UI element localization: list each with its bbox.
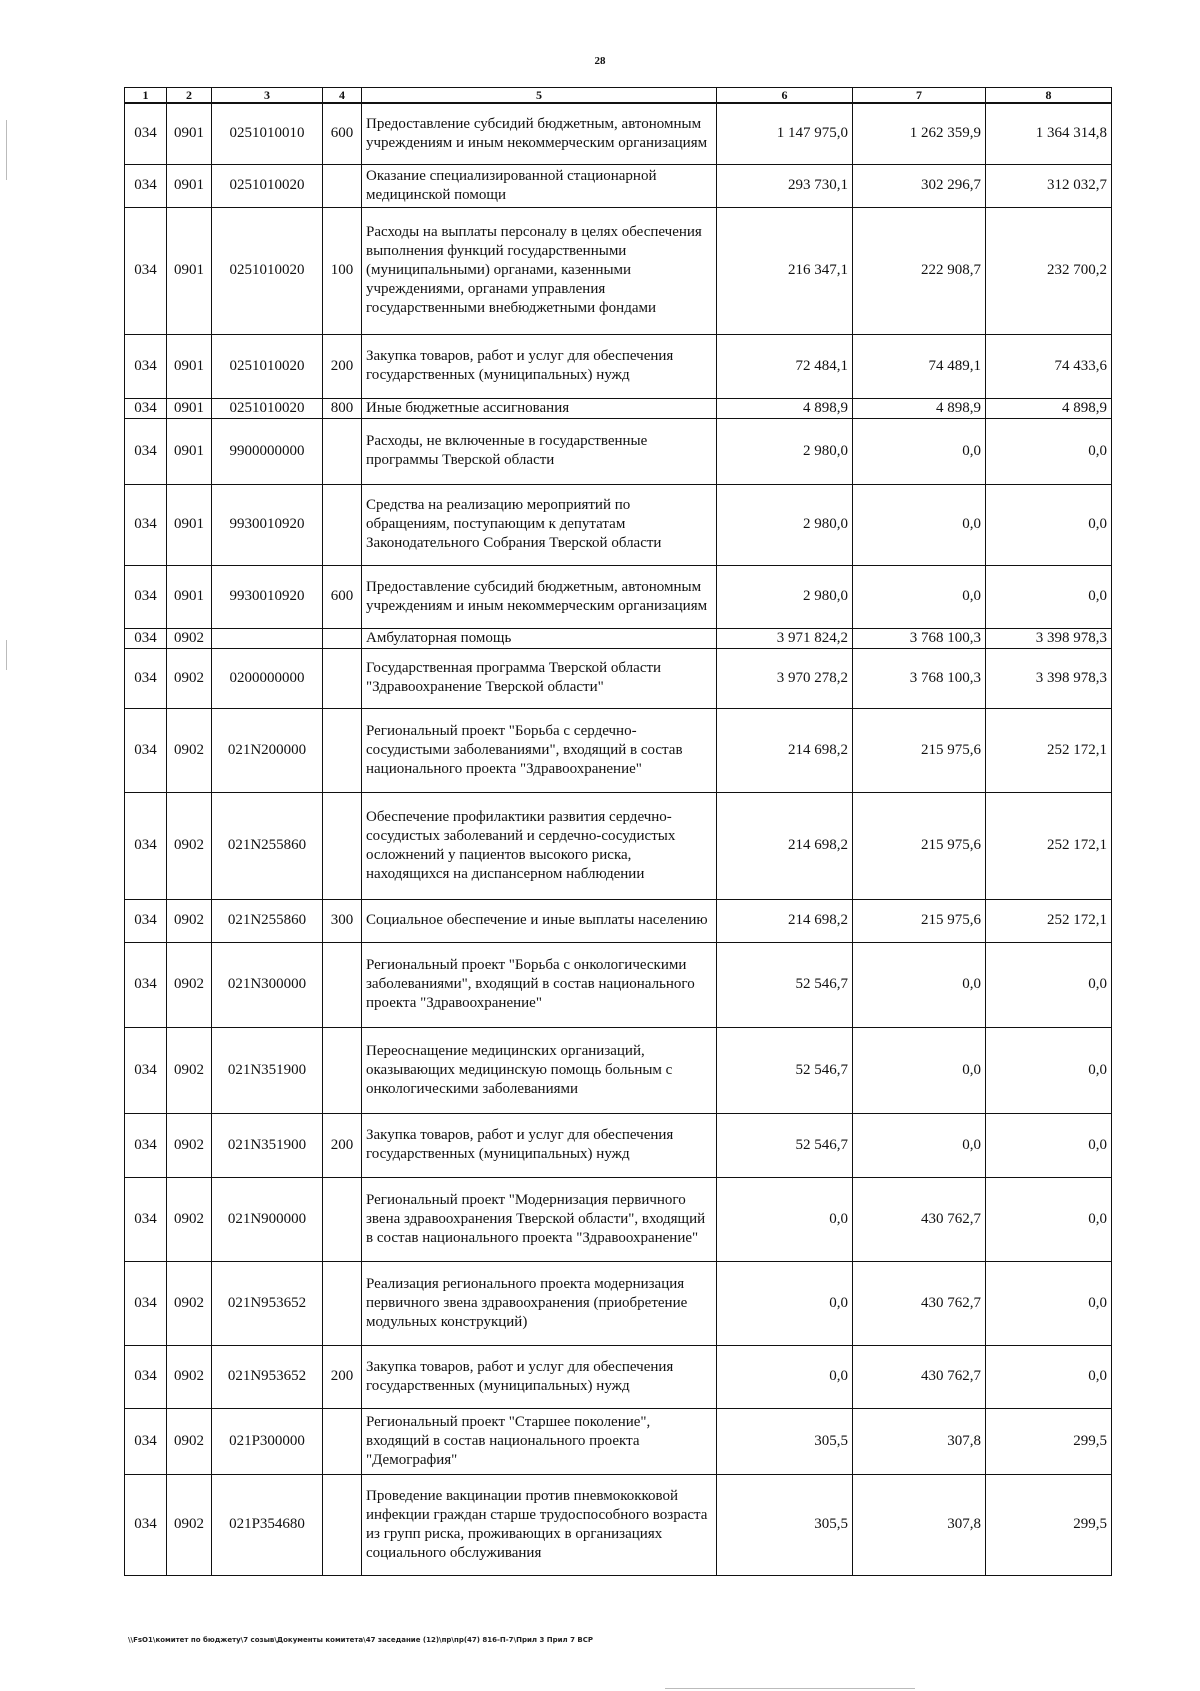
cell-description: Государственная программа Тверской области "Здравоохранение Тверской области" xyxy=(362,648,717,708)
cell-target-code: 0251010020 xyxy=(212,398,323,418)
cell-amount-col6: 214 698,2 xyxy=(717,899,853,942)
cell-ministry-code: 034 xyxy=(125,1027,167,1113)
cell-section-code: 0902 xyxy=(167,1027,212,1113)
table-row xyxy=(125,418,1112,484)
cell-amount-col7: 430 762,7 xyxy=(853,1345,986,1408)
cell-target-code: 021P300000 xyxy=(212,1408,323,1474)
table-row xyxy=(125,792,1112,899)
column-header: 8 xyxy=(986,88,1112,104)
table-row xyxy=(125,207,1112,334)
cell-ministry-code: 034 xyxy=(125,565,167,628)
table-row xyxy=(125,1345,1112,1408)
cell-amount-col6: 3 971 824,2 xyxy=(717,628,853,648)
document-file-path: \\FsO1\комитет по бюджету\7 созыв\Документы комитета\47 заседание (12)\пр\пр(47) 816-П-7\Прил 3 Прил 7 ВСР xyxy=(128,1636,594,1644)
cell-section-code: 0901 xyxy=(167,334,212,398)
cell-target-code: 0200000000 xyxy=(212,648,323,708)
cell-ministry-code: 034 xyxy=(125,484,167,565)
table-row xyxy=(125,334,1112,398)
table-row xyxy=(125,1027,1112,1113)
cell-amount-col6: 305,5 xyxy=(717,1474,853,1575)
cell-amount-col6: 293 730,1 xyxy=(717,164,853,207)
cell-amount-col8: 0,0 xyxy=(986,484,1112,565)
cell-amount-col8: 1 364 314,8 xyxy=(986,103,1112,164)
cell-section-code: 0902 xyxy=(167,1113,212,1177)
cell-amount-col8: 0,0 xyxy=(986,1345,1112,1408)
cell-ministry-code: 034 xyxy=(125,398,167,418)
cell-target-code: 0251010020 xyxy=(212,164,323,207)
cell-target-code: 021N255860 xyxy=(212,899,323,942)
cell-ministry-code: 034 xyxy=(125,648,167,708)
cell-ministry-code: 034 xyxy=(125,899,167,942)
cell-target-code: 9900000000 xyxy=(212,418,323,484)
cell-section-code: 0902 xyxy=(167,628,212,648)
cell-expense-type xyxy=(323,628,362,648)
cell-amount-col7: 0,0 xyxy=(853,565,986,628)
cell-description: Предоставление субсидий бюджетным, автономным учреждениям и иным некоммерческим организациям xyxy=(362,565,717,628)
cell-amount-col8: 0,0 xyxy=(986,1113,1112,1177)
table-row xyxy=(125,1408,1112,1474)
cell-expense-type: 300 xyxy=(323,899,362,942)
cell-description: Оказание специализированной стационарной медицинской помощи xyxy=(362,164,717,207)
cell-ministry-code: 034 xyxy=(125,792,167,899)
column-header: 6 xyxy=(717,88,853,104)
cell-amount-col6: 216 347,1 xyxy=(717,207,853,334)
cell-ministry-code: 034 xyxy=(125,418,167,484)
cell-expense-type xyxy=(323,418,362,484)
cell-description: Проведение вакцинации против пневмококковой инфекции граждан старше трудоспособного возраста из групп риска, проживающих в организациях социального обслуживания xyxy=(362,1474,717,1575)
cell-amount-col6: 0,0 xyxy=(717,1177,853,1261)
cell-amount-col8: 252 172,1 xyxy=(986,792,1112,899)
cell-expense-type xyxy=(323,942,362,1027)
cell-description: Реализация регионального проекта модернизация первичного звена здравоохранения (приобретение модульных конструкций) xyxy=(362,1261,717,1345)
cell-ministry-code: 034 xyxy=(125,334,167,398)
footer-divider xyxy=(665,1688,915,1689)
cell-expense-type: 800 xyxy=(323,398,362,418)
table-row xyxy=(125,942,1112,1027)
cell-ministry-code: 034 xyxy=(125,942,167,1027)
cell-amount-col6: 1 147 975,0 xyxy=(717,103,853,164)
cell-section-code: 0902 xyxy=(167,899,212,942)
cell-ministry-code: 034 xyxy=(125,207,167,334)
cell-amount-col7: 74 489,1 xyxy=(853,334,986,398)
cell-expense-type xyxy=(323,1177,362,1261)
cell-description: Расходы, не включенные в государственные программы Тверской области xyxy=(362,418,717,484)
cell-target-code: 0251010020 xyxy=(212,334,323,398)
cell-amount-col8: 3 398 978,3 xyxy=(986,648,1112,708)
cell-amount-col6: 52 546,7 xyxy=(717,1027,853,1113)
cell-target-code: 9930010920 xyxy=(212,565,323,628)
table-row xyxy=(125,398,1112,418)
cell-amount-col7: 4 898,9 xyxy=(853,398,986,418)
table-row xyxy=(125,1177,1112,1261)
cell-amount-col8: 312 032,7 xyxy=(986,164,1112,207)
cell-amount-col7: 0,0 xyxy=(853,1027,986,1113)
cell-amount-col7: 222 908,7 xyxy=(853,207,986,334)
cell-section-code: 0902 xyxy=(167,708,212,792)
cell-target-code: 021P354680 xyxy=(212,1474,323,1575)
cell-amount-col8: 0,0 xyxy=(986,565,1112,628)
cell-amount-col7: 215 975,6 xyxy=(853,708,986,792)
cell-expense-type xyxy=(323,1261,362,1345)
cell-section-code: 0902 xyxy=(167,942,212,1027)
cell-amount-col7: 215 975,6 xyxy=(853,792,986,899)
cell-description: Расходы на выплаты персоналу в целях обеспечения выполнения функций государственными (муниципальными) органами, казенными учреждениями, органами управления государственными внебюджетными фондами xyxy=(362,207,717,334)
cell-target-code: 021N300000 xyxy=(212,942,323,1027)
cell-section-code: 0902 xyxy=(167,1261,212,1345)
cell-section-code: 0901 xyxy=(167,484,212,565)
cell-target-code: 9930010920 xyxy=(212,484,323,565)
cell-ministry-code: 034 xyxy=(125,164,167,207)
cell-amount-col7: 3 768 100,3 xyxy=(853,648,986,708)
cell-amount-col8: 299,5 xyxy=(986,1474,1112,1575)
cell-target-code xyxy=(212,628,323,648)
column-header: 7 xyxy=(853,88,986,104)
cell-description: Региональный проект "Модернизация первичного звена здравоохранения Тверской области", входящий в состав национального проекта "Здравоохранение" xyxy=(362,1177,717,1261)
scan-margin-mark xyxy=(6,120,7,180)
column-header: 1 xyxy=(125,88,167,104)
cell-section-code: 0901 xyxy=(167,418,212,484)
cell-description: Закупка товаров, работ и услуг для обеспечения государственных (муниципальных) нужд xyxy=(362,1345,717,1408)
cell-section-code: 0901 xyxy=(167,565,212,628)
cell-amount-col7: 0,0 xyxy=(853,1113,986,1177)
cell-amount-col8: 0,0 xyxy=(986,418,1112,484)
cell-section-code: 0902 xyxy=(167,792,212,899)
cell-expense-type xyxy=(323,792,362,899)
budget-table xyxy=(124,87,1112,1576)
cell-expense-type xyxy=(323,708,362,792)
table-row xyxy=(125,565,1112,628)
column-header: 5 xyxy=(362,88,717,104)
cell-ministry-code: 034 xyxy=(125,1113,167,1177)
scan-margin-mark xyxy=(6,640,7,670)
cell-amount-col7: 302 296,7 xyxy=(853,164,986,207)
cell-description: Региональный проект "Борьба с сердечно-сосудистыми заболеваниями", входящий в состав национального проекта "Здравоохранение" xyxy=(362,708,717,792)
cell-section-code: 0901 xyxy=(167,398,212,418)
cell-section-code: 0902 xyxy=(167,1408,212,1474)
cell-description: Региональный проект "Борьба с онкологическими заболеваниями", входящий в состав национального проекта "Здравоохранение" xyxy=(362,942,717,1027)
cell-amount-col8: 232 700,2 xyxy=(986,207,1112,334)
cell-description: Амбулаторная помощь xyxy=(362,628,717,648)
cell-amount-col7: 215 975,6 xyxy=(853,899,986,942)
table-row xyxy=(125,648,1112,708)
column-header: 4 xyxy=(323,88,362,104)
cell-description: Переоснащение медицинских организаций, оказывающих медицинскую помощь больным с онкологическими заболеваниями xyxy=(362,1027,717,1113)
cell-amount-col6: 214 698,2 xyxy=(717,708,853,792)
cell-amount-col6: 305,5 xyxy=(717,1408,853,1474)
cell-amount-col6: 2 980,0 xyxy=(717,565,853,628)
cell-description: Средства на реализацию мероприятий по обращениям, поступающим к депутатам Законодательного Собрания Тверской области xyxy=(362,484,717,565)
cell-expense-type: 100 xyxy=(323,207,362,334)
cell-amount-col6: 214 698,2 xyxy=(717,792,853,899)
cell-expense-type: 200 xyxy=(323,1345,362,1408)
cell-amount-col8: 0,0 xyxy=(986,1177,1112,1261)
cell-description: Обеспечение профилактики развития сердечно-сосудистых заболеваний и сердечно-сосудистых осложнений у пациентов высокого риска, находящихся на диспансерном наблюдении xyxy=(362,792,717,899)
table-row xyxy=(125,1113,1112,1177)
cell-section-code: 0901 xyxy=(167,207,212,334)
cell-target-code: 021N953652 xyxy=(212,1261,323,1345)
cell-amount-col6: 4 898,9 xyxy=(717,398,853,418)
cell-amount-col7: 307,8 xyxy=(853,1474,986,1575)
cell-ministry-code: 034 xyxy=(125,708,167,792)
cell-amount-col8: 252 172,1 xyxy=(986,708,1112,792)
cell-amount-col8: 252 172,1 xyxy=(986,899,1112,942)
table-row xyxy=(125,103,1112,164)
cell-expense-type xyxy=(323,1027,362,1113)
cell-expense-type: 200 xyxy=(323,334,362,398)
cell-amount-col8: 0,0 xyxy=(986,1261,1112,1345)
cell-section-code: 0902 xyxy=(167,1177,212,1261)
cell-amount-col8: 299,5 xyxy=(986,1408,1112,1474)
table-row xyxy=(125,899,1112,942)
cell-ministry-code: 034 xyxy=(125,1177,167,1261)
cell-section-code: 0901 xyxy=(167,103,212,164)
table-row xyxy=(125,164,1112,207)
cell-ministry-code: 034 xyxy=(125,1345,167,1408)
table-row xyxy=(125,708,1112,792)
cell-ministry-code: 034 xyxy=(125,103,167,164)
table-row xyxy=(125,628,1112,648)
cell-target-code: 021N255860 xyxy=(212,792,323,899)
cell-amount-col7: 0,0 xyxy=(853,942,986,1027)
cell-target-code: 0251010010 xyxy=(212,103,323,164)
cell-ministry-code: 034 xyxy=(125,1474,167,1575)
cell-amount-col8: 74 433,6 xyxy=(986,334,1112,398)
cell-section-code: 0902 xyxy=(167,1474,212,1575)
cell-amount-col6: 52 546,7 xyxy=(717,1113,853,1177)
cell-expense-type xyxy=(323,648,362,708)
cell-amount-col7: 430 762,7 xyxy=(853,1261,986,1345)
cell-section-code: 0901 xyxy=(167,164,212,207)
cell-amount-col7: 1 262 359,9 xyxy=(853,103,986,164)
cell-expense-type: 600 xyxy=(323,565,362,628)
cell-expense-type xyxy=(323,1474,362,1575)
cell-target-code: 021N953652 xyxy=(212,1345,323,1408)
cell-amount-col6: 72 484,1 xyxy=(717,334,853,398)
cell-expense-type: 600 xyxy=(323,103,362,164)
cell-amount-col7: 0,0 xyxy=(853,484,986,565)
cell-amount-col6: 3 970 278,2 xyxy=(717,648,853,708)
cell-target-code: 021N900000 xyxy=(212,1177,323,1261)
cell-amount-col7: 0,0 xyxy=(853,418,986,484)
cell-amount-col6: 2 980,0 xyxy=(717,418,853,484)
cell-description: Региональный проект "Старшее поколение", входящий в состав национального проекта "Демография" xyxy=(362,1408,717,1474)
cell-description: Социальное обеспечение и иные выплаты населению xyxy=(362,899,717,942)
column-header-row xyxy=(125,88,1112,104)
cell-target-code: 021N200000 xyxy=(212,708,323,792)
cell-amount-col6: 52 546,7 xyxy=(717,942,853,1027)
cell-section-code: 0902 xyxy=(167,648,212,708)
cell-ministry-code: 034 xyxy=(125,1408,167,1474)
cell-amount-col8: 3 398 978,3 xyxy=(986,628,1112,648)
cell-expense-type xyxy=(323,1408,362,1474)
cell-expense-type xyxy=(323,484,362,565)
cell-amount-col7: 430 762,7 xyxy=(853,1177,986,1261)
cell-amount-col6: 0,0 xyxy=(717,1345,853,1408)
cell-description: Закупка товаров, работ и услуг для обеспечения государственных (муниципальных) нужд xyxy=(362,334,717,398)
cell-expense-type: 200 xyxy=(323,1113,362,1177)
column-header: 3 xyxy=(212,88,323,104)
cell-section-code: 0902 xyxy=(167,1345,212,1408)
table-row xyxy=(125,1261,1112,1345)
cell-amount-col8: 0,0 xyxy=(986,1027,1112,1113)
cell-ministry-code: 034 xyxy=(125,628,167,648)
cell-amount-col7: 307,8 xyxy=(853,1408,986,1474)
cell-amount-col6: 0,0 xyxy=(717,1261,853,1345)
page-number: 28 xyxy=(594,55,606,67)
cell-target-code: 021N351900 xyxy=(212,1113,323,1177)
table-row xyxy=(125,1474,1112,1575)
cell-description: Иные бюджетные ассигнования xyxy=(362,398,717,418)
cell-description: Предоставление субсидий бюджетным, автономным учреждениям и иным некоммерческим организациям xyxy=(362,103,717,164)
cell-ministry-code: 034 xyxy=(125,1261,167,1345)
cell-amount-col8: 0,0 xyxy=(986,942,1112,1027)
column-header: 2 xyxy=(167,88,212,104)
cell-amount-col6: 2 980,0 xyxy=(717,484,853,565)
cell-target-code: 021N351900 xyxy=(212,1027,323,1113)
cell-target-code: 0251010020 xyxy=(212,207,323,334)
table-row xyxy=(125,484,1112,565)
cell-amount-col7: 3 768 100,3 xyxy=(853,628,986,648)
cell-description: Закупка товаров, работ и услуг для обеспечения государственных (муниципальных) нужд xyxy=(362,1113,717,1177)
cell-expense-type xyxy=(323,164,362,207)
cell-amount-col8: 4 898,9 xyxy=(986,398,1112,418)
